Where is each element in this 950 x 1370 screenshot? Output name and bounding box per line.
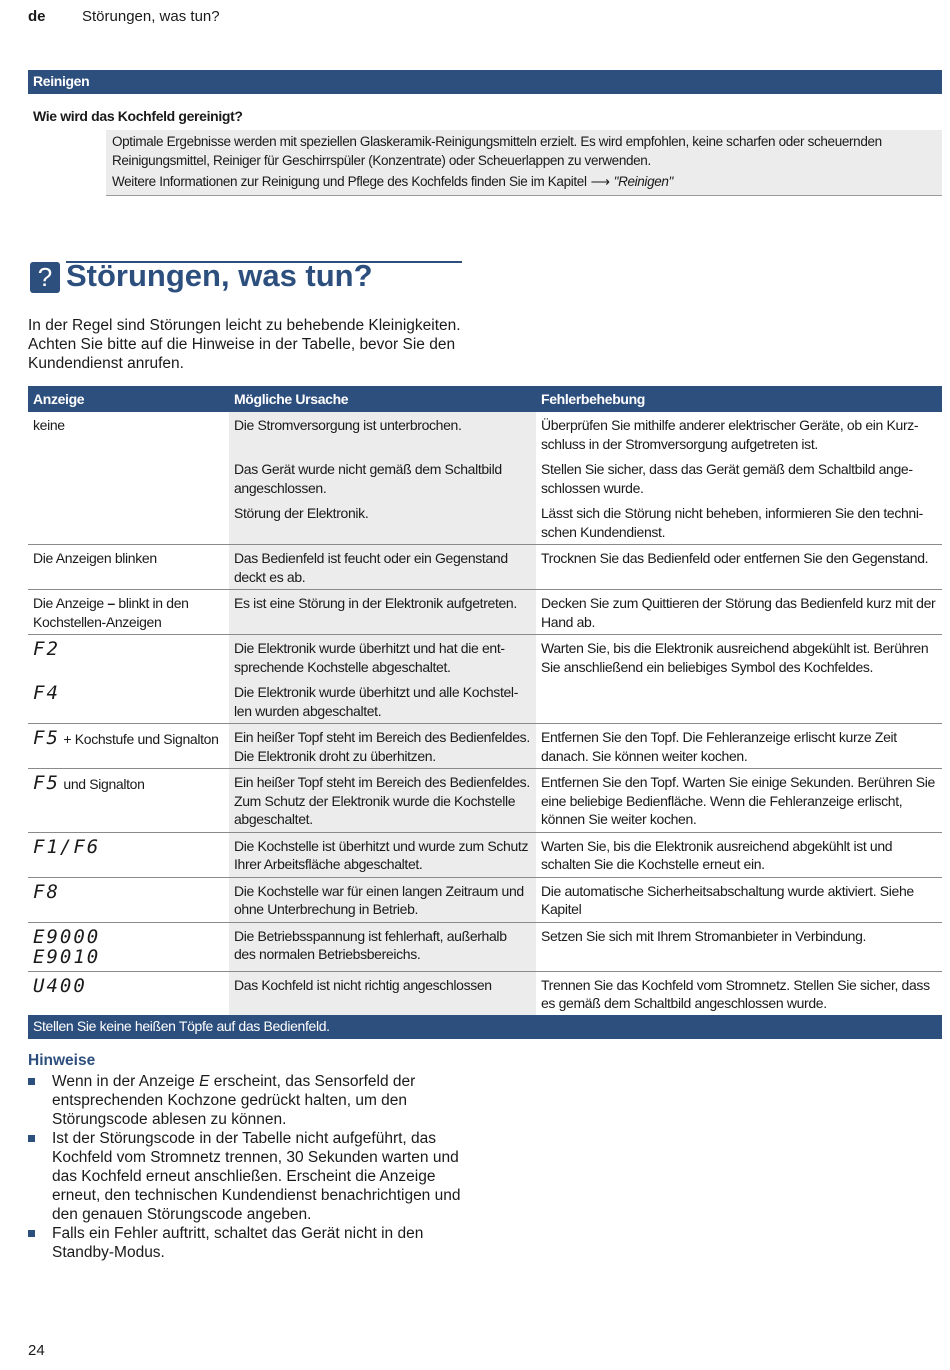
cause-cell: Das Bedienfeld ist feucht oder ein Gegenstand deckt es ab. [229,545,536,590]
fix-cell: Überprüfen Sie mithilfe anderer elektrischer Geräte, ob ein Kurzschluss in der Stromversorgung aufgetreten ist. [541,417,919,452]
table-row [28,590,942,635]
display-cell [28,832,229,877]
fix-cell: Trocknen Sie das Bedienfeld oder entfernen Sie den Gegenstand. [536,545,942,590]
intro-paragraph: In der Regel sind Störungen leicht zu behebende Kleinigkeiten. Achten Sie bitte auf die Hinweise in der Tabelle, bevor Sie den Kundendienst anrufen. [28,317,461,372]
bullet-square-icon [28,1135,35,1142]
fix-cell: Trennen Sie das Kochfeld vom Stromnetz. Stellen Sie sicher, dass es gemäß dem Schaltbild angeschlossen wurde. [536,971,942,1016]
error-code: F2 [33,638,60,660]
cleaning-answer-text: Optimale Ergebnisse werden mit speziellen Glaskeramik-Reinigungsmitteln erzielt. Es wird empfohlen, keine scharfen oder scheuernden Reinigungsmittel, Reiniger für Geschirrspüler (Konzentrate) oder Scheuerlappen zu verwenden. [112,134,882,168]
table-header-row [28,386,942,412]
cause-cell: Die Elektronik wurde überhitzt und hat die entsprechende Kochstelle abgeschaltet. [229,635,536,680]
running-header-title: Störungen, was tun? [82,8,220,25]
cleaning-question: Wie wird das Kochfeld gereinigt? [33,108,243,124]
display-cell [28,971,229,1016]
cleaning-chapter-link[interactable]: "Reinigen" [613,174,673,189]
language-code: de [28,8,46,25]
cause-cell: Ein heißer Topf steht im Bereich des Bedienfeldes. Die Elektronik droht zu überhitzen. [229,724,536,769]
note-text: Ist der Störungscode in der Tabelle nicht aufgeführt, das Kochfeld vom Stromnetz trennen, 30 Sekunden warten und das Kochfeld erneut anschließen. Erscheint die Anzeige erneut, den technischen Kundendienst benachrichtigen und den genauen Störungscode angeben. [52,1130,461,1223]
display-cell [28,724,229,769]
fix-cell: Entfernen Sie den Topf. Warten Sie einige Sekunden. Berühren Sie eine beliebige Bedienfläche. Wenn die Fehleranzeige erlischt, können Sie weiter kochen. [536,769,942,833]
display-cell [28,590,229,635]
display-cell [28,769,229,833]
note-text: erscheint, das Sensorfeld der entsprechenden Kochzone gedrückt halten, um den Störungscode ablesen zu können. [52,1073,416,1128]
cause-cell: Die Betriebsspannung ist fehlerhaft, außerhalb des normalen Betriebsbereichs. [229,922,536,971]
fix-cell: Die automatische Sicherheitsabschaltung wurde aktiviert. Siehe Kapitel [536,877,942,922]
display-cell [28,679,229,724]
note-text: Wenn in der Anzeige [52,1073,200,1090]
bullet-square-icon [28,1078,35,1085]
error-code: E9000 [33,925,101,948]
e-symbol: E [199,1073,210,1090]
notes-list [28,1072,468,1262]
cleaning-answer-box [106,130,942,196]
display-cell: Die Anzeigen blinken [28,545,229,590]
table-row [28,877,942,922]
display-text: blinkt in den Kochstellen-Anzeigen [33,595,189,630]
table-row [28,971,942,1016]
error-code: E9010 [33,946,101,968]
notes-heading: Hinweise [28,1052,96,1069]
column-header-cause: Mögliche Ursache [229,386,536,412]
table-row [28,922,942,971]
cleaning-section-bar: Reinigen [28,70,942,94]
fix-cell: Setzen Sie sich mit Ihrem Stromanbieter in Verbindung. [536,922,942,971]
error-code: F4 [33,682,60,704]
display-text: und Signalton [59,776,145,792]
table-row [28,635,942,680]
error-code: F8 [33,880,60,903]
display-cell [28,922,229,971]
fix-cell: Decken Sie zum Quittieren der Störung das Bedienfeld kurz mit der Hand ab. [536,590,942,635]
display-cell [28,635,229,680]
arrow-right-icon: ⟶ [590,174,610,189]
table-row [28,769,942,833]
cause-cell: Ein heißer Topf steht im Bereich des Bedienfeldes. Zum Schutz der Elektronik wurde die Kochstelle abgeschaltet. [229,769,536,833]
table-row [28,412,942,456]
display-cell: keine [33,417,65,433]
fix-cell: Warten Sie, bis die Elektronik ausreichend abgekühlt ist und schalten Sie die Kochstelle erneut ein. [536,832,942,877]
fix-cell: Warten Sie, bis die Elektronik ausreichend abgekühlt ist. Berühren Sie anschließend ein beliebiges Symbol des Kochfeldes. [536,635,942,724]
cause-cell: Störung der Elektronik. [229,500,536,545]
fix-cell: Lässt sich die Störung nicht beheben, informieren Sie den technischen Kundendienst. [541,505,924,540]
cause-cell: Die Kochstelle war für einen langen Zeitraum und ohne Unterbrechung in Betrieb. [229,877,536,922]
error-code: U400 [33,974,87,997]
dash-symbol: – [107,595,115,611]
error-code: F5 [33,772,60,794]
fix-cell: Stellen Sie sicher, dass das Gerät gemäß dem Schaltbild angeschlossen wurde. [541,461,913,496]
column-header-fix: Fehlerbehebung [536,386,942,412]
page-title: Störungen, was tun? [66,258,373,293]
cleaning-reference-text: Weitere Informationen zur Reinigung und Pflege des Kochfelds finden Sie im Kapitel [112,174,587,189]
note-text: Falls ein Fehler auftritt, schaltet das Gerät nicht in den Standby-Modus. [52,1225,424,1261]
error-code: F1/F6 [33,835,101,858]
display-text: + Kochstufe und Signalton [59,731,219,747]
cleaning-reference [112,172,936,191]
warning-bar: Stellen Sie keine heißen Töpfe auf das Bedienfeld. [28,1015,942,1039]
display-cell [28,877,229,922]
cause-cell: Das Gerät wurde nicht gemäß dem Schaltbild angeschlossen. [229,456,536,500]
table-row [28,724,942,769]
fix-cell: Entfernen Sie den Topf. Die Fehleranzeige erlischt kurze Zeit danach. Sie können weiter kochen. [536,724,942,769]
list-item [28,1224,468,1262]
error-code: F5 [33,727,60,749]
list-item [28,1072,468,1129]
column-header-display: Anzeige [28,386,229,412]
cause-cell: Es ist eine Störung in der Elektronik aufgetreten. [229,590,536,635]
cause-cell: Das Kochfeld ist nicht richtig angeschlossen [229,971,536,1016]
table-row [28,545,942,590]
bullet-square-icon [28,1230,35,1237]
display-text: Die Anzeige [33,595,104,611]
fault-table [28,386,942,1017]
table-row [28,832,942,877]
page-number: 24 [28,1342,45,1359]
cause-cell: Die Stromversorgung ist unterbrochen. [229,412,536,456]
question-mark-icon: ? [30,262,60,293]
cause-cell: Die Kochstelle ist überhitzt und wurde zum Schutz Ihrer Arbeitsfläche abgeschaltet. [229,832,536,877]
cause-cell: Die Elektronik wurde überhitzt und alle Kochstellen wurden abgeschaltet. [229,679,536,724]
list-item [28,1129,468,1224]
